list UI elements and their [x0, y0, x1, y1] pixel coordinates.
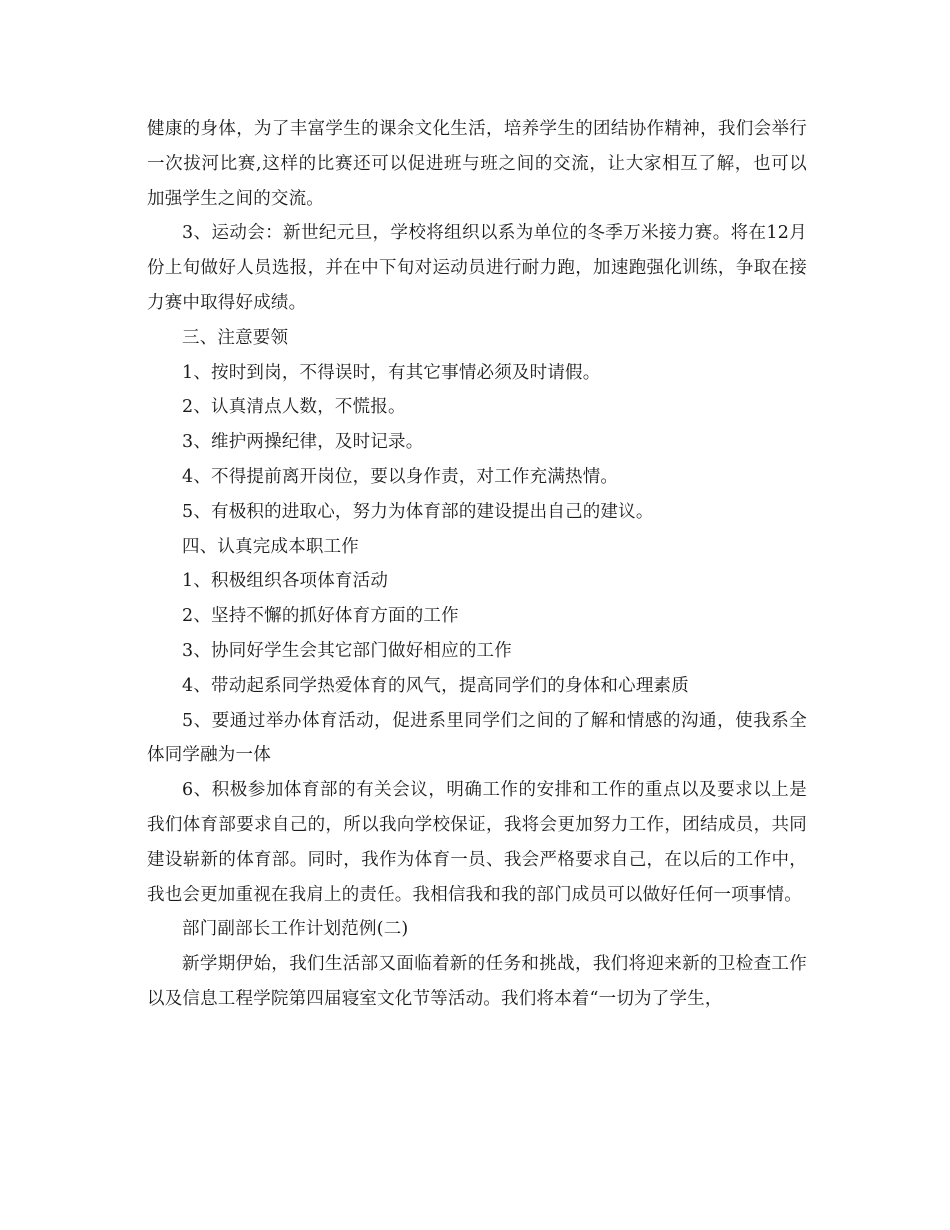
list-item: 1、积极组织各项体育活动 [182, 571, 389, 592]
list-item: 5、要通过举办体育活动，促进系里同学们之间的了解和情感的沟通，使我系全体同学融为一体 [147, 710, 807, 766]
list-item: 6、积极参加体育部的有关会议，明确工作的安排和工作的重点以及要求以上是我们体育部要求自己的，所以我向学校保证，我将会更加努力工作，团结成员，共同建设崭新的体育部。同时，我作为体育一员、我会严格要求自己，在以后的工作中，我也会更加重视在我肩上的责任。我相信我和我的部门成员可以做好任何一项事情。 [147, 780, 807, 905]
section-heading-example-two: 部门副部长工作计划范例(二) [182, 919, 409, 940]
list-item: 4、带动起系同学热爱体育的风气，提高同学们的身体和心理素质 [182, 675, 689, 696]
list-item: 4、不得提前离开岗位，要以身作责，对工作充满热情。 [182, 466, 619, 487]
section-heading-key-points: 三、注意要领 [182, 327, 289, 348]
list-item: 2、坚持不懈的抓好体育方面的工作 [182, 606, 459, 627]
paragraph-health-tug-of-war: 健康的身体，为了丰富学生的课余文化生活，培养学生的团结协作精神，我们会举行一次拔河比赛,这样的比赛还可以促进班与班之间的交流，让大家相互了解，也可以加强学生之间的交流。 [147, 119, 807, 209]
paragraph-sports-meet: 3、运动会：新世纪元旦，学校将组织以系为单位的冬季万米接力赛。将在12月份上旬做好人员选报，并在中下旬对运动员进行耐力跑，加速跑强化训练，争取在接力赛中取得好成绩。 [147, 223, 807, 313]
list-item: 5、有极积的进取心，努力为体育部的建设提出自己的建议。 [182, 501, 654, 522]
list-item: 3、维护两操纪律，及时记录。 [182, 432, 424, 453]
list-item: 2、认真清点人数，不慌报。 [182, 397, 406, 418]
list-item: 1、按时到岗，不得误时，有其它事情必须及时请假。 [182, 362, 601, 383]
list-item: 3、协同好学生会其它部门做好相应的工作 [182, 640, 512, 661]
paragraph-new-semester: 新学期伊始，我们生活部又面临着新的任务和挑战，我们将迎来新的卫检查工作以及信息工程学院第四届寝室文化节等活动。我们将本着“一切为了学生， [147, 954, 807, 1009]
document-body [147, 112, 807, 1017]
section-heading-duties: 四、认真完成本职工作 [182, 536, 359, 557]
